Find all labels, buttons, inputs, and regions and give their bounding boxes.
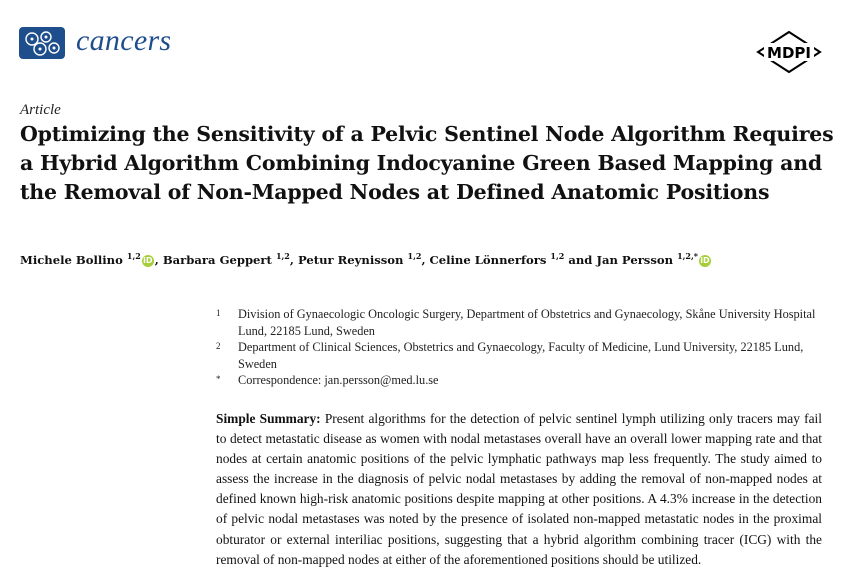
affiliation-item [216,306,826,339]
author-name[interactable]: Celine Lönnerfors [429,253,547,267]
author-affiliation-sup: 1,2,* [677,251,698,262]
affiliations [216,306,826,389]
article-type: Article [20,102,61,118]
author-affiliation-sup: 1,2 [407,251,422,262]
affiliation-marker: * [216,374,221,384]
simple-summary-label: Simple Summary: [216,411,321,426]
author-name[interactable]: Jan Persson [596,253,674,267]
affiliation-marker: 2 [216,341,221,351]
author-affiliation-sup: 1,2 [126,251,141,262]
affiliation-marker: 1 [216,308,221,318]
author-name[interactable]: Barbara Geppert [162,253,272,267]
author-affiliation-sup: 1,2 [275,251,290,262]
orcid-icon[interactable]: iD [700,256,710,265]
journal-logo-icon [18,26,66,60]
author-list [20,253,840,267]
publisher-logo-icon[interactable] [756,30,822,74]
author-separator: , [154,253,163,267]
author-affiliation-sup: 1,2 [550,251,565,262]
affiliation-text: Division of Gynaecologic Oncologic Surgery, Department of Obstetrics and Gynaecology, Skåne University Hospital Lund, 22185 Lund, Sweden [238,307,816,338]
author-separator: , [289,253,298,267]
journal-name[interactable]: cancers [76,24,172,57]
author-name[interactable]: Michele Bollino [20,253,123,267]
affiliation-text: Correspondence: jan.persson@med.lu.se [238,373,439,387]
author-separator: , [421,253,430,267]
simple-summary [216,409,822,570]
publisher-name: MDPI [767,44,811,62]
author-name[interactable]: Petur Reynisson [297,253,404,267]
author-separator: and [564,253,597,267]
simple-summary-text: Present algorithms for the detection of pelvic sentinel lymph utilizing only tracers may fail to detect metastatic disease as women with nodal metastases overall have an overall lower mapping rate and that nodes at certain anatomic positions of the pelvic lymphatic pathways map less frequently. The study aimed to assess the increase in the diagnosis of pelvic nodal metastases by adding the removal of non-mapped nodes at defined known high-risk anatomic positions despite mapping at other positions. A 4.3% increase in the detection of pelvic nodal metastases was noted by the presence of isolated non-mapped metastatic nodes in the proximal obturator or external interiliac positions, suggesting that a hybrid algorithm combining tracer (ICG) with the removal of non-mapped nodes at either of the aforementioned positions should be utilized. [216,411,822,567]
affiliation-item [216,372,826,389]
affiliation-item [216,339,826,372]
orcid-icon[interactable]: iD [143,256,153,265]
affiliation-text: Department of Clinical Sciences, Obstetrics and Gynaecology, Faculty of Medicine, Lund University, 22185 Lund, Sweden [238,340,804,371]
article-title: Optimizing the Sensitivity of a Pelvic Sentinel Node Algorithm Requires a Hybrid Algorithm Combining Indocyanine Green Based Mapping and the Removal of Non-Mapped Nodes at Defined Anatomic Positions [20,122,834,204]
